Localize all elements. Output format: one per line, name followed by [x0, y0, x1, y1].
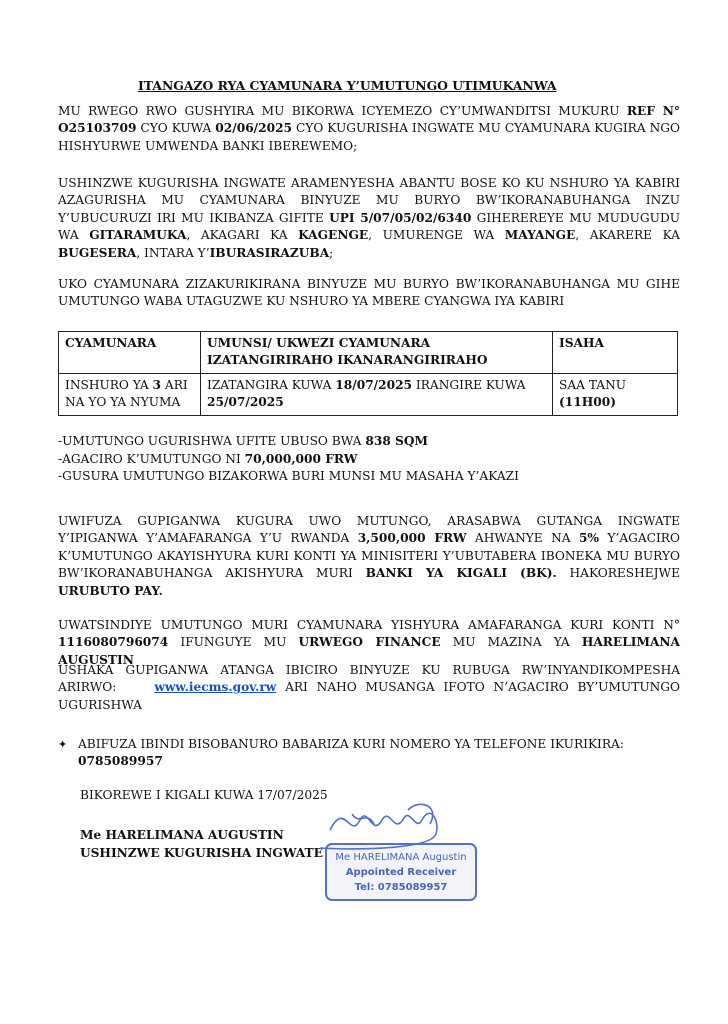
signature-scribble — [320, 804, 437, 849]
header-auction: CYAMUNARA — [59, 332, 201, 374]
receiver-stamp — [290, 790, 490, 910]
account-holder: HARELIMANA AUGUSTIN — [58, 635, 681, 667]
header-dates: UMUNSI/ UKWEZI CYAMUNARA IZATANGIRIRAHO IKANARANGIRIRAHO — [201, 332, 553, 374]
deposit-percent: 5% — [578, 531, 600, 546]
page-title: ITANGAZO RYA CYAMUNARA Y’UMUTUNGO UTIMUKANWA — [138, 78, 557, 93]
paragraph-contact: ✦ ABIFUZA IBINDI BISOBANURO BABARIZA KURI NOMERO YA TELEFONE IKURIKIRA: 0785089957 — [58, 737, 624, 769]
stamp-line-1: Me HARELIMANA Augustin — [335, 852, 467, 863]
property-details-list — [58, 433, 678, 486]
list-item-value: -AGACIRO K’UMUTUNGO NI 70,000,000 FRW — [58, 451, 358, 466]
place-and-date: BIKOREWE I KIGALI KUWA 17/07/2025 — [80, 788, 328, 802]
district-name: BUGESERA — [58, 245, 137, 260]
payment-method: URUBUTO PAY. — [58, 583, 163, 598]
account-bank: URWEGO FINANCE — [298, 635, 441, 650]
contact-phone: 0785089957 — [78, 754, 163, 769]
account-number: 1116080796074 — [58, 635, 169, 650]
stamp-line-3: Tel: 0785089957 — [354, 882, 448, 893]
paragraph-winner-payment: UWATSINDIYE UMUTUNGO MURI CYAMUNARA YISHYURA AMAFARANGA KURI KONTI N° 1116080796074 IFUNGUYE MU URWEGO FINANCE MU MAZINA YA HARELIMANA AUGUSTIN — [58, 618, 681, 667]
paragraph-bidding-site: USHAKA GUPIGANWA ATANGA IBICIRO BINYUZE KU RUBUGA RW’INYANDIKOMPESHA ARIRWO: www.iecms.gov.rw ARI NAHO MUSANGA IFOTO N’AGACIRO BY’UMUTUNGO UGURISHWA — [58, 663, 680, 712]
bank-name: BANKI YA KIGALI (BK). — [365, 566, 557, 581]
iecms-link[interactable]: www.iecms.gov.rw — [154, 680, 277, 695]
sparkle-bullet-icon: ✦ — [58, 738, 68, 751]
signer-name: Me HARELIMANA AUGUSTIN — [80, 828, 284, 842]
table-header-row — [59, 332, 678, 374]
cell-auction-round: INSHURO YA 3 ARI NA YO YA NYUMA — [59, 373, 201, 415]
auction-schedule-table — [58, 331, 678, 416]
deposit-amount: 3,500,000 FRW — [357, 531, 467, 546]
header-time: ISAHA — [553, 332, 678, 374]
stamp-line-2: Appointed Receiver — [345, 867, 457, 878]
paragraph-property: USHINZWE KUGURISHA INGWATE ARAMENYESHA ABANTU BOSE KO KU NSHURO YA KABIRI AZAGURISHA MU CYAMUNARA BINYUZE MU BURYO BW’IKORANABUHANGA INZU Y’UBUCURUZI IRI MU IKIBANZA GIFITE UPI 5/07/05/02/6340 GIHEREREYE MU MUDUGUDU WA GITARAMUKA, AKAGARI KA KAGENGE, UMURENGE WA MAYANGE, AKARERE KA BUGESERA, INTARA Y’IBURASIRAZUBA; — [58, 176, 680, 260]
upi-number: UPI 5/07/05/02/6340 — [329, 210, 472, 225]
cell-name: KAGENGE — [298, 228, 369, 243]
paragraph-auction-schedule: UKO CYAMUNARA ZIZAKURIKIRANA BINYUZE MU BURYO BW’IKORANABUHANGA MU GIHE UMUTUNGO WABA UTAGUZWE KU NSHURO YA MBERE CYANGWA IYA KABIRI — [58, 277, 680, 309]
village-name: GITARAMUKA — [89, 228, 187, 243]
table-row — [59, 373, 678, 415]
paragraph-decision: MU RWEGO RWO GUSHYIRA MU BIKORWA ICYEMEZO CY’UMWANDITSI MUKURU REF N° O25103709 CYO KUWA 02/06/2025 CYO KUGURISHA INGWATE MU CYAMUNARA KUGIRA NGO HISHYURWE UMWENDA BANKI IBEREWEMO; — [58, 104, 680, 153]
sector-name: MAYANGE — [504, 228, 576, 243]
cell-auction-time: SAA TANU (11H00) — [553, 373, 678, 415]
signer-role: USHINZWE KUGURISHA INGWATE — [80, 846, 323, 860]
province-name: IBURASIRAZUBA — [209, 245, 330, 260]
ref-number: REF N° O25103709 — [58, 104, 680, 136]
cell-auction-dates: IZATANGIRA KUWA 18/07/2025 IRANGIRE KUWA 25/07/2025 — [201, 373, 553, 415]
decision-date: 02/06/2025 — [215, 121, 293, 136]
list-item-area: -UMUTUNGO UGURISHWA UFITE UBUSO BWA 838 SQM — [58, 434, 428, 448]
list-item-visit: -GUSURA UMUTUNGO BIZAKORWA BURI MUNSI MU MASAHA Y’AKAZI — [58, 469, 519, 484]
signature-block — [80, 827, 323, 863]
paragraph-deposit: UWIFUZA GUPIGANWA KUGURA UWO MUTUNGO, ARASABWA GUTANGA INGWATE Y’IPIGANWA Y’AMAFARANGA Y’U RWANDA 3,500,000 FRW AHWANYE NA 5% Y’AGACIRO K’UMUTUNGO AKAYISHYURA KURI KONTI YA MINISITERI Y’UBUTABERA IBONEKA MU BURYO BW’IKORANABUHANGA AKISHYURA MURI BANKI YA KIGALI (BK). HAKORESHEJWE URUBUTO PAY. — [58, 514, 680, 598]
